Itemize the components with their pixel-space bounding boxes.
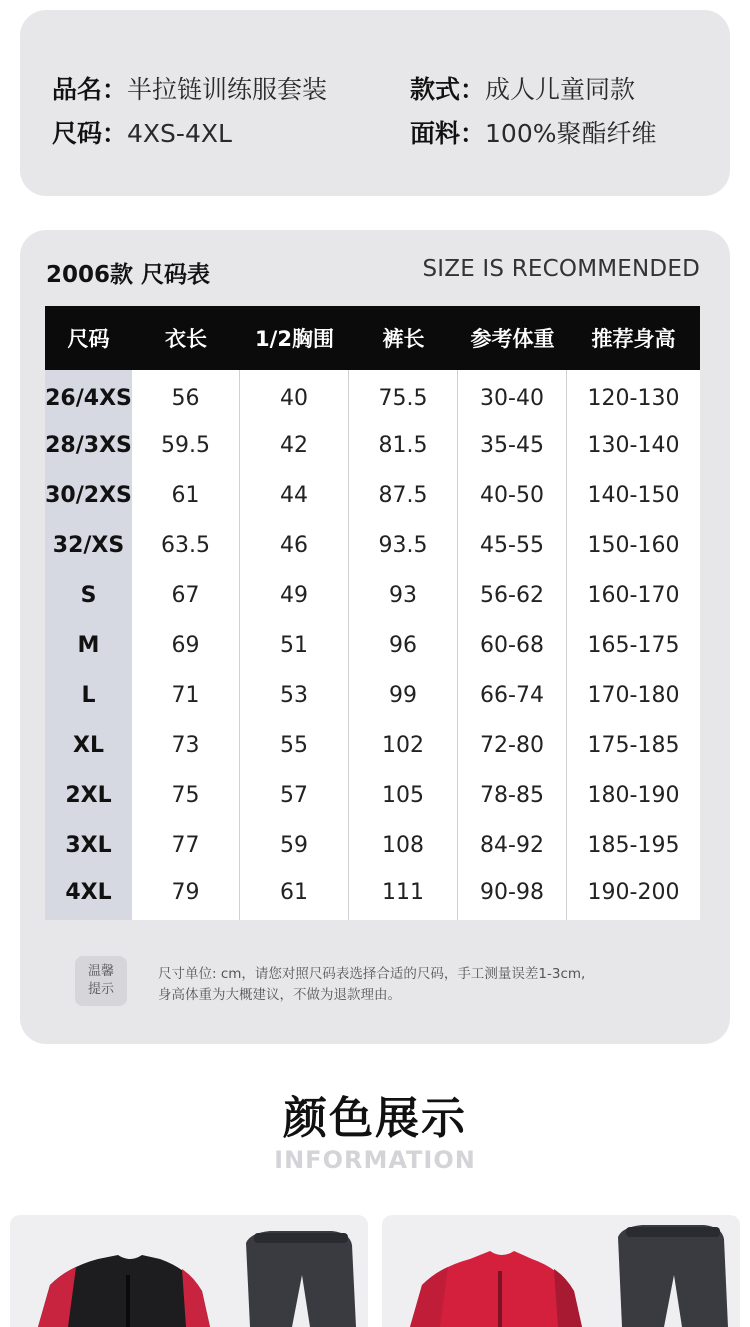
table-row bbox=[45, 720, 700, 770]
cell-height: 120-130 bbox=[587, 385, 680, 411]
cell-weight: 40-50 bbox=[458, 470, 567, 520]
cell-weight: 84-92 bbox=[458, 820, 567, 870]
table-row bbox=[45, 370, 700, 420]
product-size-row bbox=[52, 114, 232, 150]
product-style-label: 款式： bbox=[410, 75, 486, 104]
cell-size: 26/4XS bbox=[45, 370, 132, 420]
cell-height: 130-140 bbox=[587, 432, 680, 458]
cell-size: 32/XS bbox=[45, 520, 132, 570]
cell-weight: 35-45 bbox=[458, 420, 567, 470]
tip-badge-line-2: 提示 bbox=[87, 982, 114, 997]
cell-height: 175-185 bbox=[587, 732, 680, 758]
cell-weight: 56-62 bbox=[458, 570, 567, 620]
color-section-title: 颜色展示 bbox=[283, 1093, 467, 1144]
cell-half-chest: 61 bbox=[240, 870, 349, 920]
table-row bbox=[45, 870, 700, 920]
size-table-header bbox=[45, 306, 700, 370]
product-fabric-value: 100%聚酯纤维 bbox=[485, 119, 657, 148]
cell-height: 160-170 bbox=[587, 582, 680, 608]
cell-half-chest: 59 bbox=[240, 820, 349, 870]
header-weight: 参考体重 bbox=[470, 327, 555, 351]
table-row bbox=[45, 520, 700, 570]
header-half-chest: 1/2胸围 bbox=[255, 327, 334, 351]
cell-weight: 60-68 bbox=[458, 620, 567, 670]
cell-half-chest: 53 bbox=[240, 670, 349, 720]
cell-half-chest: 40 bbox=[240, 370, 349, 420]
cell-length: 75 bbox=[132, 770, 240, 820]
cell-weight: 78-85 bbox=[458, 770, 567, 820]
cell-length: 69 bbox=[132, 620, 240, 670]
cell-size: M bbox=[45, 620, 132, 670]
cell-weight: 72-80 bbox=[458, 720, 567, 770]
product-info-card bbox=[20, 10, 730, 196]
size-chart-title: 2006款 尺码表 bbox=[46, 262, 211, 288]
cell-half-chest: 42 bbox=[240, 420, 349, 470]
cell-length: 67 bbox=[132, 570, 240, 620]
cell-pants-length: 93.5 bbox=[349, 520, 458, 570]
table-row bbox=[45, 820, 700, 870]
product-fabric-label: 面料： bbox=[410, 119, 486, 148]
cell-pants-length: 75.5 bbox=[349, 370, 458, 420]
tip-text bbox=[158, 964, 585, 1006]
cell-length: 63.5 bbox=[132, 520, 240, 570]
table-row bbox=[45, 570, 700, 620]
table-row bbox=[45, 470, 700, 520]
product-name-row bbox=[52, 70, 327, 106]
cell-pants-length: 93 bbox=[349, 570, 458, 620]
cell-pants-length: 81.5 bbox=[349, 420, 458, 470]
cell-height: 170-180 bbox=[587, 682, 680, 708]
cell-half-chest: 57 bbox=[240, 770, 349, 820]
cell-pants-length: 96 bbox=[349, 620, 458, 670]
table-row bbox=[45, 670, 700, 720]
cell-size: 28/3XS bbox=[45, 420, 132, 470]
table-row bbox=[45, 420, 700, 470]
cell-half-chest: 49 bbox=[240, 570, 349, 620]
product-size-value: 4XS-4XL bbox=[127, 119, 232, 148]
tip-text-line-2: 身高体重为大概建议，不做为退款理由。 bbox=[158, 987, 401, 1003]
size-chart-card bbox=[20, 230, 730, 1044]
cell-length: 79 bbox=[132, 870, 240, 920]
product-fabric-row bbox=[410, 114, 657, 150]
cell-half-chest: 44 bbox=[240, 470, 349, 520]
size-chart-subtitle: SIZE IS RECOMMENDED bbox=[422, 256, 700, 282]
product-image-black bbox=[10, 1215, 368, 1327]
cell-size: 2XL bbox=[45, 770, 132, 820]
tip-badge-line-1: 温馨 bbox=[87, 964, 114, 979]
cell-pants-length: 102 bbox=[349, 720, 458, 770]
cell-pants-length: 108 bbox=[349, 820, 458, 870]
cell-length: 73 bbox=[132, 720, 240, 770]
cell-pants-length: 99 bbox=[349, 670, 458, 720]
cell-weight: 66-74 bbox=[458, 670, 567, 720]
table-row bbox=[45, 770, 700, 820]
table-row bbox=[45, 620, 700, 670]
cell-weight: 45-55 bbox=[458, 520, 567, 570]
cell-pants-length: 111 bbox=[349, 870, 458, 920]
color-section-subtitle: INFORMATION bbox=[274, 1146, 476, 1174]
tracksuit-black-illustration bbox=[10, 1215, 368, 1327]
cell-size: L bbox=[45, 670, 132, 720]
cell-length: 59.5 bbox=[132, 420, 240, 470]
cell-height: 180-190 bbox=[587, 782, 680, 808]
cell-half-chest: 51 bbox=[240, 620, 349, 670]
header-size: 尺码 bbox=[67, 327, 110, 351]
cell-length: 56 bbox=[132, 370, 240, 420]
product-name-value: 半拉链训练服套装 bbox=[127, 75, 328, 104]
size-table bbox=[45, 306, 700, 920]
cell-length: 61 bbox=[132, 470, 240, 520]
cell-pants-length: 105 bbox=[349, 770, 458, 820]
size-table-body bbox=[45, 370, 700, 920]
product-style-value: 成人儿童同款 bbox=[485, 75, 636, 104]
header-height: 推荐身高 bbox=[591, 327, 676, 351]
product-name-label: 品名： bbox=[52, 75, 128, 104]
tip-badge bbox=[75, 956, 127, 1006]
product-size-label: 尺码： bbox=[52, 119, 128, 148]
cell-pants-length: 87.5 bbox=[349, 470, 458, 520]
tip-text-line-1: 尺寸单位: cm，请您对照尺码表选择合适的尺码，手工测量误差1-3cm, bbox=[158, 966, 586, 982]
cell-half-chest: 55 bbox=[240, 720, 349, 770]
cell-height: 150-160 bbox=[587, 532, 680, 558]
header-pants-length: 裤长 bbox=[382, 327, 425, 351]
cell-height: 165-175 bbox=[587, 632, 680, 658]
cell-size: XL bbox=[45, 720, 132, 770]
cell-weight: 90-98 bbox=[458, 870, 567, 920]
cell-length: 71 bbox=[132, 670, 240, 720]
product-image-red bbox=[382, 1215, 740, 1327]
tracksuit-red-illustration bbox=[382, 1215, 740, 1327]
header-length: 衣长 bbox=[165, 327, 207, 351]
cell-size: S bbox=[45, 570, 132, 620]
cell-size: 30/2XS bbox=[45, 470, 132, 520]
cell-height: 140-150 bbox=[587, 482, 680, 508]
cell-length: 77 bbox=[132, 820, 240, 870]
cell-half-chest: 46 bbox=[240, 520, 349, 570]
cell-size: 4XL bbox=[45, 870, 132, 920]
cell-size: 3XL bbox=[45, 820, 132, 870]
cell-height: 190-200 bbox=[587, 879, 680, 905]
product-style-row bbox=[410, 70, 635, 106]
cell-height: 185-195 bbox=[587, 832, 680, 858]
cell-weight: 30-40 bbox=[458, 370, 567, 420]
